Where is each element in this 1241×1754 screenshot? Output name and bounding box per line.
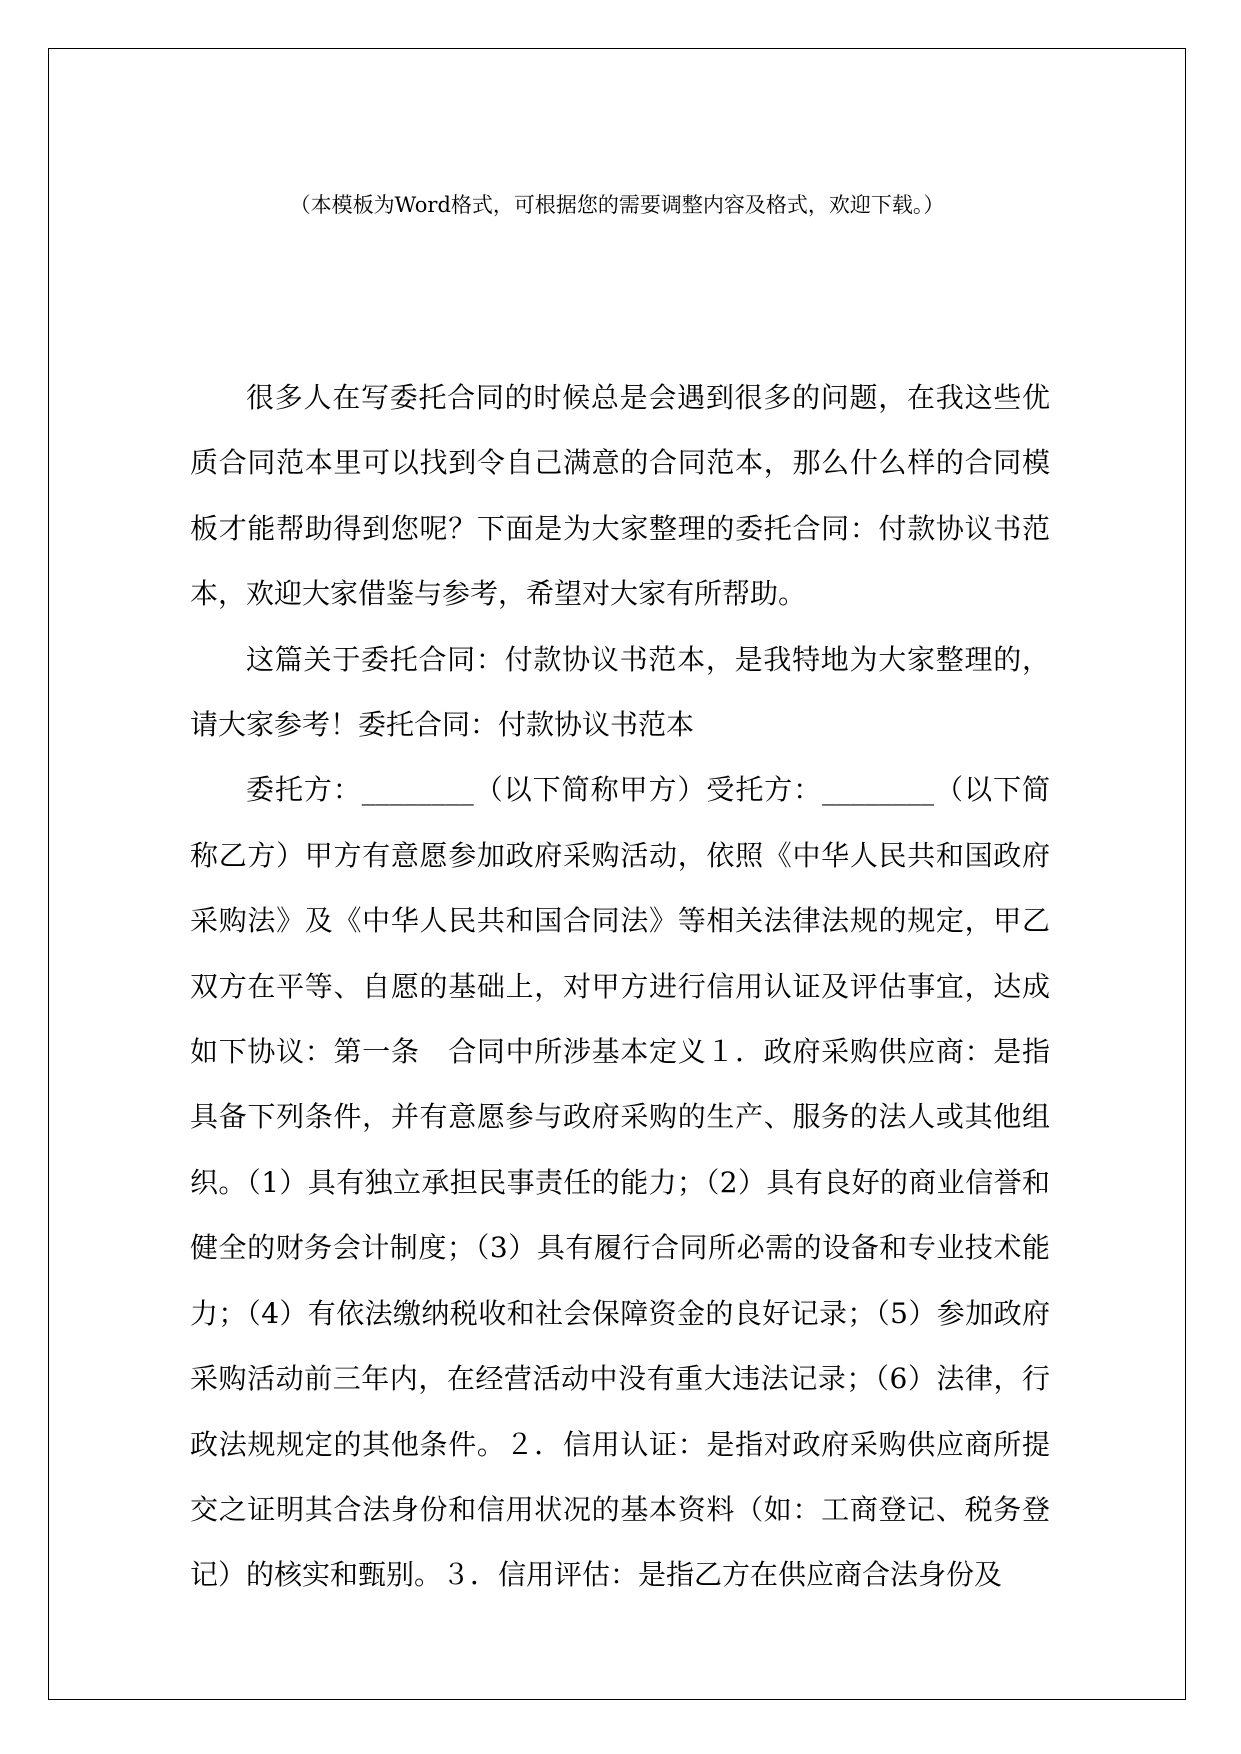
paragraph-reference: 这篇关于委托合同：付款协议书范本，是我特地为大家整理的，请大家参考！委托合同：付款协议书范本 bbox=[190, 642, 1050, 742]
paragraph-intro: 很多人在写委托合同的时候总是会遇到很多的问题，在我这些优质合同范本里可以找到令自己满意的合同范本，那么什么样的合同模板才能帮助得到您呢？下面是为大家整理的委托合同：付款协议书范本，欢迎大家借鉴与参考，希望对大家有所帮助。 bbox=[190, 381, 1050, 611]
template-note: （本模板为Word格式，可根据您的需要调整内容及格式，欢迎下载。） bbox=[289, 193, 945, 217]
paragraph-contract: 委托方：________（以下简称甲方）受托方：________（以下简称乙方）甲方有意愿参加政府采购活动，依照《中华人民共和国政府采购法》及《中华人民共和国合同法》等相关法律法规的规定，甲乙双方在平等、自愿的基础上，对甲方进行信用认证及评估事宜，达成如下协议：第一条 合同中所涉基本定义１．政府采购供应商：是指具备下列条件，并有意愿参与政府采购的生产、服务的法人或其他组织。（1）具有独立承担民事责任的能力；（2）具有良好的商业信誉和健全的财务会计制度；（3）具有履行合同所必需的设备和专业技术能力；（4）有依法缴纳税收和社会保障资金的良好记录；（5）参加政府采购活动前三年内，在经营活动中没有重大违法记录；（6）法律，行政法规规定的其他条件。２．信用认证：是指对政府采购供应商所提交之证明其合法身份和信用状况的基本资料（如：工商登记、税务登记）的核实和甄别。３．信用评估：是指乙方在供应商合法身份及 bbox=[190, 773, 1050, 1592]
document-body bbox=[190, 365, 1050, 1608]
